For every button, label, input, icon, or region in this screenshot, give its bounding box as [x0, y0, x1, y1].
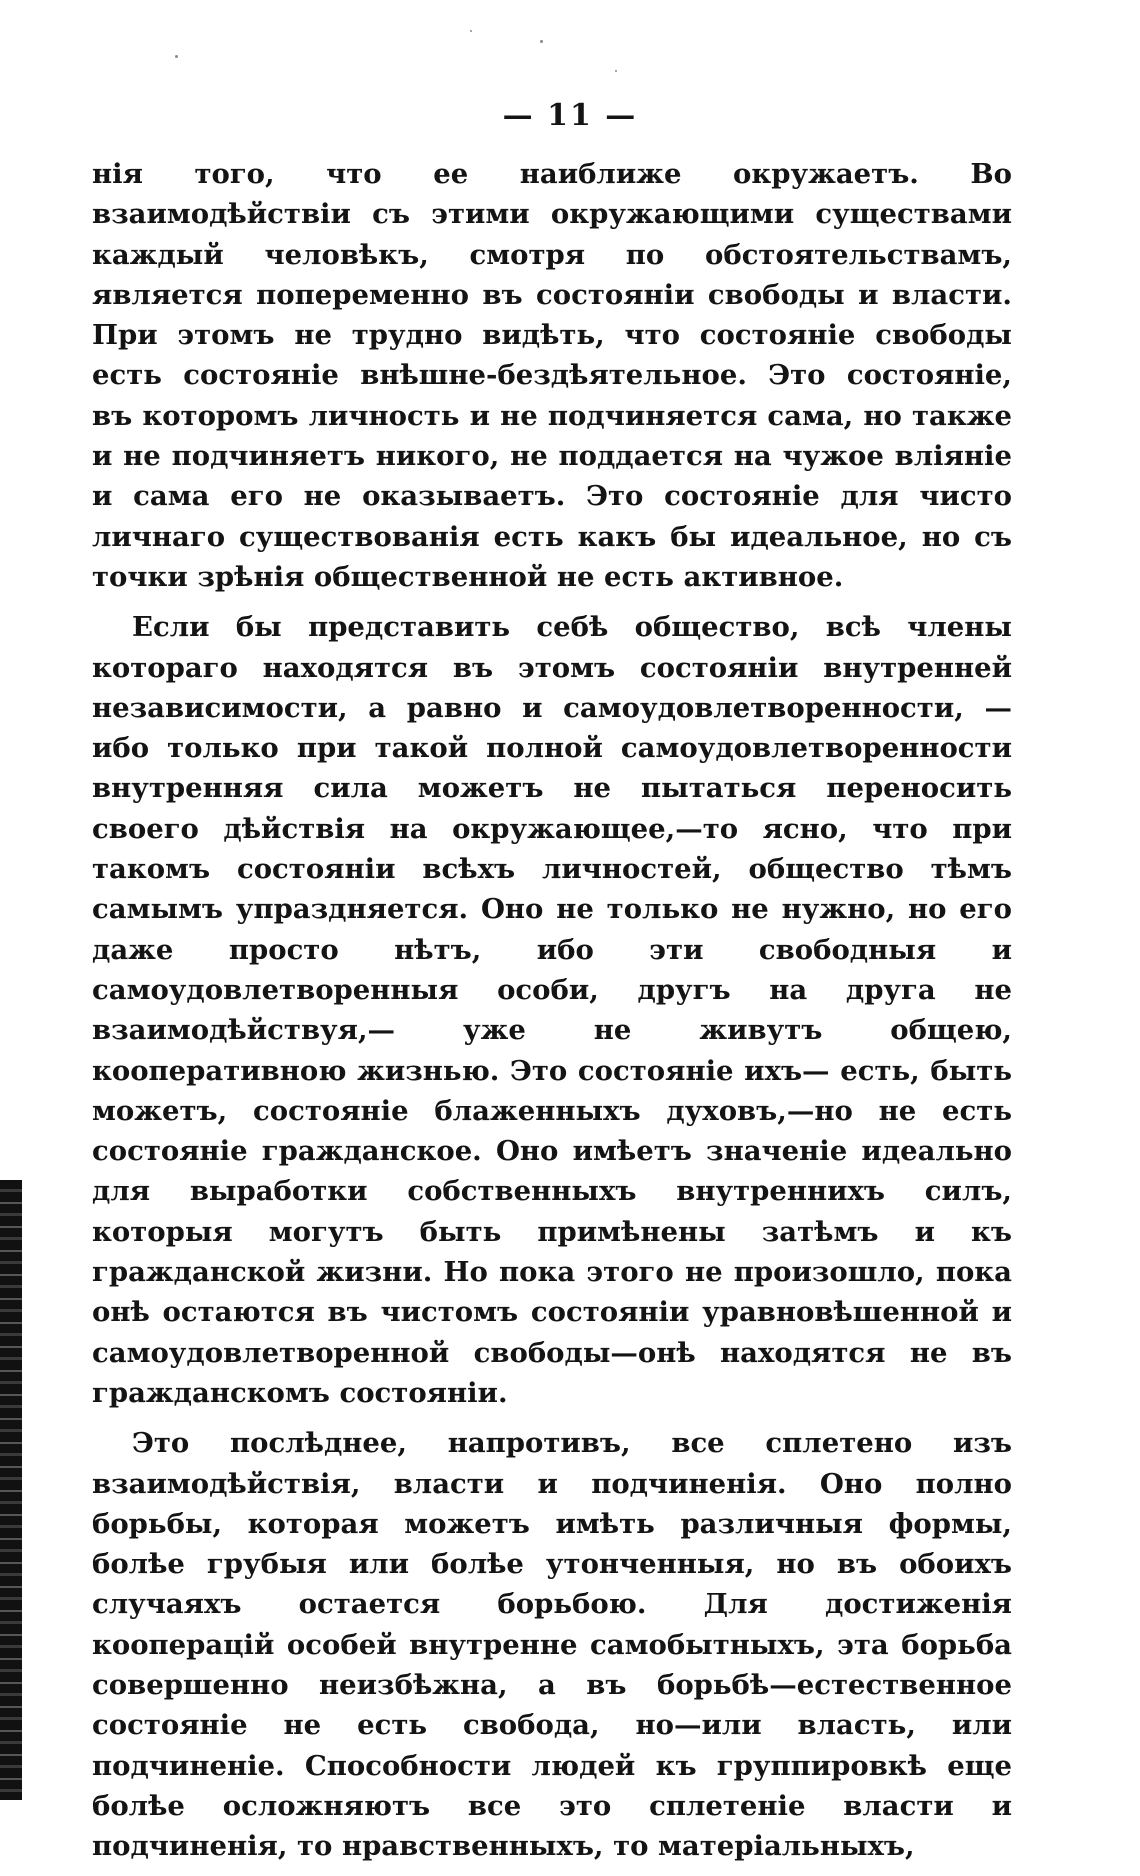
- paragraph-3: Это послѣднее, напротивъ, все сплетено изъ взаимодѣйствія, власти и подчиненія. Оно полно борьбы, которая можетъ имѣть различныя формы, болѣе грубыя или болѣе утонченныя, но въ обоихъ случаяхъ остается борьбою. Для достиженія кооперацій особей внутренне самобытныхъ, эта борьба совершенно неизбѣжна, а въ борьбѣ—естественное состояніе не есть свобода, но—или власть, или подчиненіе. Способности людей къ группировкѣ еще болѣе осложняютъ все это сплетеніе власти и подчиненія, то нравственныхъ, то матеріальныхъ,: [92, 1427, 1012, 1863]
- scan-speck: [615, 70, 617, 72]
- scan-speck: [540, 40, 543, 43]
- scan-speck: [470, 30, 472, 32]
- paragraph-2: Если бы представить себѣ общество, всѣ члены котораго находятся въ этомъ состояніи внутренней независимости, а равно и самоудовлетворенности, — ибо только при такой полной самоудовлетворенности внутренняя сила можетъ не пытаться переносить своего дѣйствія на окружающее,—то ясно, что при такомъ состояніи всѣхъ личностей, общество тѣмъ самымъ упраздняется. Оно не только не нужно, но его даже просто нѣтъ, ибо эти свободныя и самоудовлетворенныя особи, другъ на друга не взаимодѣйствуя,— уже не живутъ общею, кооперативною жизнью. Это состояніе ихъ— есть, быть можетъ, состояніе блаженныхъ духовъ,—но не есть состояніе гражданское. Оно имѣетъ значеніе идеально для выработки собственныхъ внутреннихъ силъ, которыя могутъ быть примѣнены затѣмъ и къ гражданской жизни. Но пока этого не произошло, пока онѣ остаются въ чистомъ состояніи уравновѣшенной и самоудовлетворенной свободы—онѣ находятся не въ гражданскомъ состояніи.: [92, 611, 1012, 1409]
- body-text: [92, 154, 1012, 1876]
- paragraph-1: нія того, что ее наиближе окружаетъ. Во взаимодѣйствіи съ этими окружающими существами каждый человѣкъ, смотря по обстоятельствамъ, является попеременно въ состояніи свободы и власти. При этомъ не трудно видѣть, что состояніе свободы есть состояніе внѣшне-бездѣятельное. Это состояніе, въ которомъ личность и не подчиняется сама, но также и не подчиняетъ никого, не поддается на чужое вліяніе и сама его не оказываетъ. Это состояніе для чисто личнаго существованія есть какъ бы идеальное, но съ точки зрѣнія общественной не есть активное.: [92, 158, 1012, 593]
- scan-speck: [175, 55, 178, 58]
- page-number: — 11 —: [502, 98, 638, 133]
- scan-binding-edge: [0, 1180, 22, 1800]
